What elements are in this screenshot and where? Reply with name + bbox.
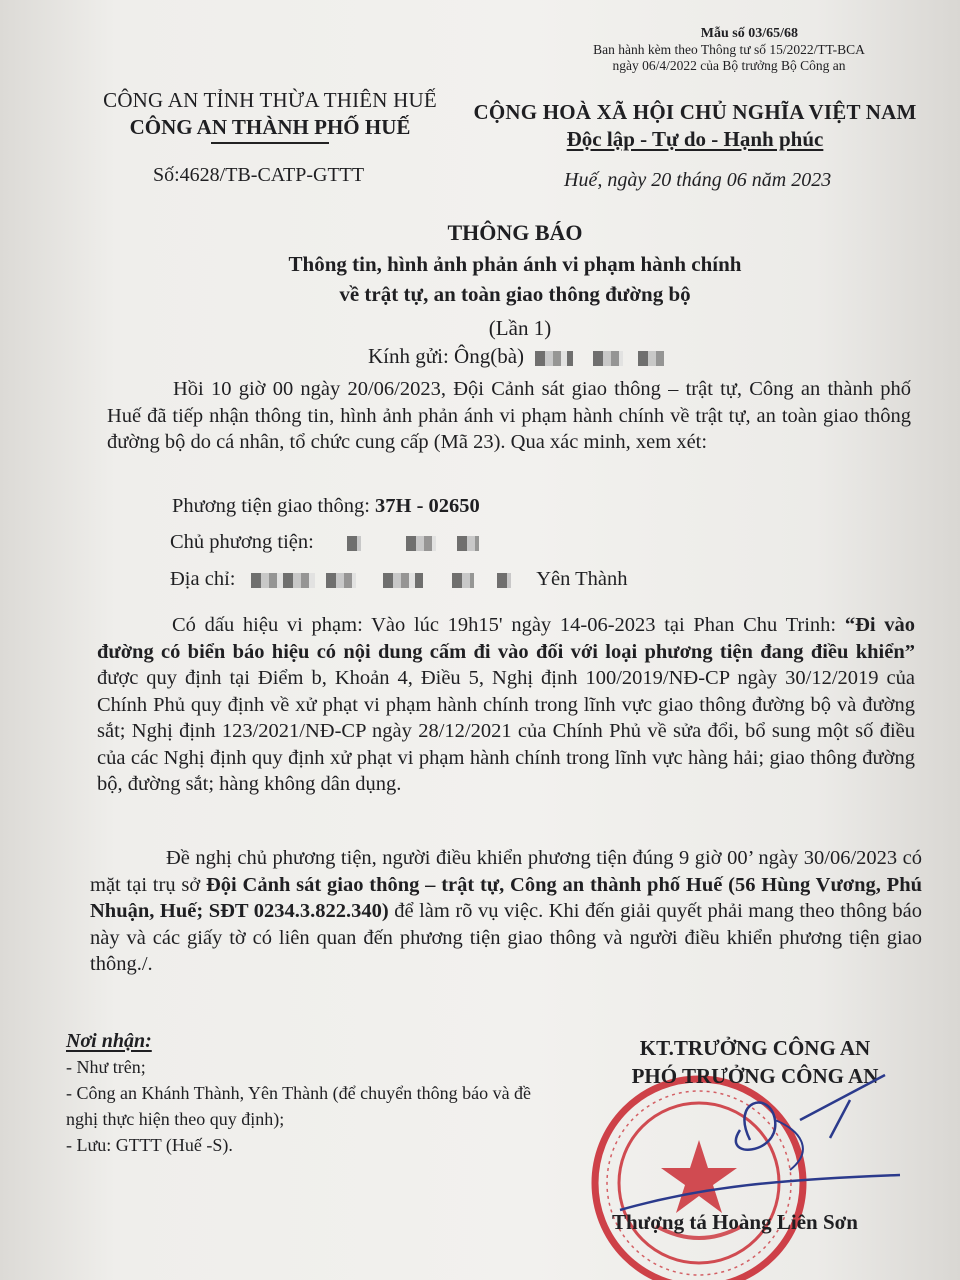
redacted-address-3 (383, 573, 423, 588)
document-subtitle-1: Thông tin, hình ảnh phản ánh vi phạm hành chính (288, 252, 742, 276)
owner-row (170, 531, 479, 554)
recipient-label: Kính gửi: Ông(bà) (368, 344, 525, 368)
violation-rest: được quy định tại Điểm b, Khoản 4, Điều 5, Nghị định 100/2019/NĐ-CP ngày 30/12/2019 của Chính Phủ quy định về xử phạt vi phạm hành chính trong lĩnh vực giao thông đường bộ và đường sắt; Nghị định 123/2021/NĐ-CP ngày 28/12/2021 của Chính Phủ về sửa đổi, bổ sung một số điều của các Nghị định quy định xử phạt vi phạm hành chính trong lĩnh vực hàng hải; giao thông đường bộ, đường sắt; hàng không dân dụng. (97, 667, 915, 795)
form-number: Mẫu số 03/65/68 (700, 26, 798, 41)
violation-paragraph (97, 612, 915, 798)
request-paragraph (90, 845, 922, 978)
address-suffix: Yên Thành (536, 568, 628, 590)
violation-intro: Có dấu hiệu vi phạm: Vào lúc 19h15' ngày 14-06-2023 tại Phan Chu Trinh: (172, 614, 845, 636)
redacted-address-2 (326, 573, 356, 588)
recipient-line (368, 344, 664, 369)
redacted-owner-3 (457, 536, 479, 551)
agency-name: CÔNG AN THÀNH PHỐ HUẾ (129, 115, 411, 139)
redacted-address-1 (251, 573, 315, 588)
agency-parent: CÔNG AN TỈNH THỪA THIÊN HUẾ (103, 88, 437, 112)
redacted-name-1 (535, 351, 573, 366)
violation-quote: “Đi vào đường có biển báo hiệu có nội dung cấm đi vào đối với loại phương tiện đang điều khiển” (97, 614, 916, 663)
recipient-item-1: - Như trên; (66, 1057, 146, 1077)
form-issued-line-2: ngày 06/4/2022 của Bộ trưởng Bộ Công an (612, 58, 846, 73)
agency-underline (211, 142, 329, 144)
document-number: Số:4628/TB-CATP-GTTT (153, 164, 365, 186)
vehicle-label: Phương tiện giao thông: (172, 495, 376, 517)
signer-name: Thượng tá Hoàng Liên Sơn (612, 1210, 858, 1234)
signature-line-1: KT.TRƯỞNG CÔNG AN (639, 1036, 871, 1060)
intro-paragraph: Hồi 10 giờ 00 ngày 20/06/2023, Đội Cảnh sát giao thông – trật tự, Công an thành phố Huế đã tiếp nhận thông tin, hình ảnh phản ánh vi phạm hành chính về trật tự, an toàn giao thông đường bộ do cá nhân, tổ chức cung cấp (Mã 23). Qua xác minh, xem xét: (107, 378, 911, 453)
redacted-owner-1 (347, 536, 361, 551)
recipients-block (66, 1028, 536, 1158)
request-office: Đội Cảnh sát giao thông – trật tự, Công an thành phố Huế (56 Hùng Vương, Phú Nhuận, Huế; SĐT 0234.3.822.340) (90, 873, 922, 922)
signature-line-2: PHÓ TRƯỞNG CÔNG AN (631, 1064, 879, 1088)
vehicle-row (172, 495, 480, 518)
recipient-item-3: - Lưu: GTTT (Huế -S). (66, 1135, 233, 1155)
national-header (470, 100, 920, 152)
notice-issue: (Lần 1) (488, 316, 552, 340)
recipients-heading: Nơi nhận: (66, 1030, 152, 1052)
address-row (170, 568, 628, 591)
recipient-item-2: - Công an Khánh Thành, Yên Thành (để chuyển thông báo và đề nghị thực hiện theo quy định); (66, 1083, 532, 1129)
document-date: Huế, ngày 20 tháng 06 năm 2023 (564, 169, 832, 191)
redacted-name-2 (593, 351, 623, 366)
document-subtitle-2: về trật tự, an toàn giao thông đường bộ (339, 282, 691, 306)
national-motto: Độc lập - Tự do - Hạnh phúc (566, 127, 824, 151)
owner-label: Chủ phương tiện: (170, 531, 314, 553)
address-label: Địa chỉ: (170, 568, 236, 590)
redacted-name-3 (638, 351, 664, 366)
redacted-address-4 (452, 573, 474, 588)
request-part-2: để làm rõ vụ việc. Khi đến giải quyết phải mang theo thông báo này và các giấy tờ có liên quan đến phương tiện giao thông và người điều khiển phương tiện giao thông./. (90, 900, 922, 975)
redacted-address-5 (497, 573, 511, 588)
redacted-owner-2 (406, 536, 436, 551)
national-title: CỘNG HOÀ XÃ HỘI CHỦ NGHĨA VIỆT NAM (473, 100, 917, 124)
form-issued-by (564, 42, 894, 74)
form-issued-line-1: Ban hành kèm theo Thông tư số 15/2022/TT-BCA (593, 42, 865, 57)
vehicle-plate: 37H - 02650 (375, 495, 480, 517)
agency-header (70, 88, 470, 144)
document-title: THÔNG BÁO (447, 220, 583, 245)
request-part-1: Đề nghị chủ phương tiện, người điều khiển phương tiện đúng 9 giờ 00’ ngày 30/06/2023 có mặt tại trụ sở (90, 847, 922, 896)
